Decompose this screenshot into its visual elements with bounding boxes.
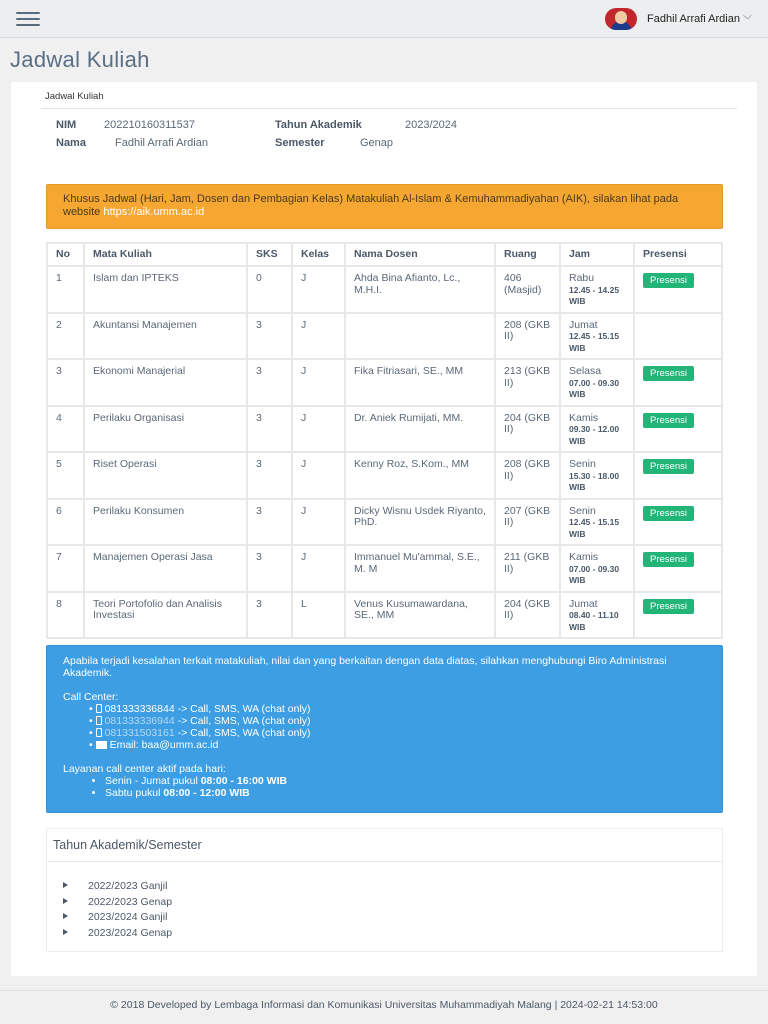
nama-label: Nama: [56, 137, 86, 149]
hours-item: • Senin - Jumat pukul 08:00 - 16:00 WIB: [105, 775, 706, 787]
cell-kelas: J: [292, 499, 345, 546]
jam-day: Rabu: [569, 272, 595, 284]
jam-time: 08.40 - 11.10 WIB: [569, 610, 619, 632]
tahun-akademik-value: 2023/2024: [405, 119, 457, 131]
semester-item[interactable]: 2022/2023 Ganjil: [63, 879, 172, 895]
cell-jam: [560, 359, 634, 406]
cell-presensi: [634, 545, 722, 592]
semester-value: Genap: [360, 137, 394, 149]
contact-list: [63, 703, 706, 751]
contact-suffix: -> Call, SMS, WA (chat only): [174, 715, 311, 727]
cell-kelas: J: [292, 452, 345, 499]
jam-day: Kamis: [569, 411, 599, 424]
cell-no: 7: [47, 545, 84, 592]
aik-website-link[interactable]: https://aik.umm.ac.id: [103, 206, 205, 218]
cell-kelas: J: [292, 313, 345, 360]
semester-label: Semester: [275, 137, 325, 149]
header-presensi: Presensi: [634, 243, 722, 266]
cell-no: 6: [47, 499, 84, 546]
phone-number[interactable]: 081331503161: [104, 727, 175, 739]
nama-value: Fadhil Arrafi Ardian: [115, 137, 208, 149]
phone-icon: [96, 728, 102, 737]
table-row: [47, 406, 722, 453]
tahun-akademik-label: Tahun Akademik: [275, 119, 362, 131]
cell-ruang: 208 (GKB II): [495, 313, 560, 360]
nim-label: NIM: [56, 119, 77, 131]
cell-ruang: 208 (GKB II): [495, 452, 560, 499]
table-row: [47, 499, 722, 546]
cell-nama-dosen: Dicky Wisnu Usdek Riyanto, PhD.: [345, 499, 495, 546]
cell-mata-kuliah: Akuntansi Manajemen: [84, 313, 247, 360]
cell-sks: 3: [247, 592, 292, 639]
cell-kelas: L: [292, 592, 345, 639]
jam-day: Selasa: [569, 365, 602, 377]
cell-sks: 3: [247, 359, 292, 406]
cell-jam: [560, 452, 634, 499]
cell-mata-kuliah: Perilaku Konsumen: [84, 499, 247, 546]
academic-year-panel: [46, 828, 723, 952]
jam-day: Kamis: [569, 551, 599, 563]
phone-number[interactable]: 081333336944: [104, 715, 175, 727]
jam-time: 12.45 - 15.15 WIB: [569, 517, 620, 539]
cell-no: 4: [47, 406, 84, 453]
avatar: [605, 8, 637, 30]
aik-notice: [46, 184, 723, 229]
hamburger-menu-icon[interactable]: [16, 12, 40, 26]
table-row: [47, 452, 722, 499]
table-row: [47, 545, 722, 592]
cell-nama-dosen: Fika Fitriasari, SE., MM: [345, 359, 495, 406]
header-no: No: [47, 243, 84, 266]
cell-ruang: 207 (GKB II): [495, 499, 560, 546]
caret-right-icon: [63, 898, 68, 904]
hours-label: Layanan call center aktif pada hari:: [63, 763, 226, 775]
cell-sks: 3: [247, 452, 292, 499]
presensi-button[interactable]: Presensi: [643, 506, 694, 521]
contact-info-box: [46, 645, 723, 813]
academic-year-title: Tahun Akademik/Semester: [53, 838, 202, 852]
cell-sks: 3: [247, 499, 292, 546]
breadcrumb: Jadwal Kuliah: [45, 91, 104, 102]
jam-time: 15.30 - 18.00 WIB: [569, 470, 620, 492]
cell-jam: [560, 592, 634, 639]
table-row: [47, 592, 722, 639]
caret-right-icon: [63, 882, 68, 888]
semester-item[interactable]: 2022/2023 Genap: [63, 895, 172, 911]
call-center-label: Call Center:: [63, 691, 119, 703]
cell-jam: [560, 406, 634, 453]
presensi-button[interactable]: Presensi: [643, 273, 694, 288]
cell-jam: [560, 266, 634, 313]
cell-no: 3: [47, 359, 84, 406]
table-row: [47, 266, 722, 313]
presensi-button[interactable]: Presensi: [643, 552, 694, 567]
contact-item: • Email: baa@umm.ac.id: [89, 739, 219, 751]
email-text[interactable]: Email: baa@umm.ac.id: [109, 739, 219, 751]
jam-time: 12.45 - 15.15 WIB: [569, 331, 620, 353]
table-header-row: [47, 243, 722, 266]
header-sks: SKS: [247, 243, 292, 266]
user-menu[interactable]: [605, 8, 752, 30]
cell-ruang: 204 (GKB II): [495, 592, 560, 639]
cell-mata-kuliah: Manajemen Operasi Jasa: [84, 545, 247, 592]
semester-item[interactable]: 2023/2024 Ganjil: [63, 910, 172, 926]
envelope-icon: [96, 741, 107, 749]
cell-presensi: [634, 359, 722, 406]
table-row: [47, 359, 722, 406]
phone-number[interactable]: 081333336844: [104, 703, 175, 715]
cell-no: 2: [47, 313, 84, 360]
cell-kelas: J: [292, 266, 345, 313]
cell-no: 1: [47, 266, 84, 313]
presensi-button[interactable]: Presensi: [643, 366, 694, 381]
cell-mata-kuliah: Islam dan IPTEKS: [84, 266, 247, 313]
cell-mata-kuliah: Ekonomi Manajerial: [84, 359, 247, 406]
cell-jam: [560, 313, 634, 360]
phone-icon: [96, 716, 102, 725]
cell-sks: 3: [247, 313, 292, 360]
cell-ruang: 211 (GKB II): [495, 545, 560, 592]
presensi-button[interactable]: Presensi: [643, 459, 694, 474]
user-name: Fadhil Arrafi Ardian: [647, 13, 740, 25]
divider: [47, 861, 722, 862]
footer-divider: [0, 990, 768, 991]
cell-no: 8: [47, 592, 84, 639]
presensi-button[interactable]: Presensi: [643, 413, 694, 428]
cell-jam: [560, 499, 634, 546]
header-nama-dosen: Nama Dosen: [345, 243, 495, 266]
semester-item[interactable]: 2023/2024 Genap: [63, 926, 172, 942]
jam-day: Jumat: [569, 318, 598, 331]
cell-sks: 3: [247, 545, 292, 592]
cell-jam: [560, 545, 634, 592]
cell-mata-kuliah: Riset Operasi: [84, 452, 247, 499]
contact-item: • 081331503161 -> Call, SMS, WA (chat only): [89, 727, 311, 739]
table-row: [47, 313, 722, 360]
header-mata-kuliah: Mata Kuliah: [84, 243, 247, 266]
cell-ruang: 406 (Masjid): [495, 266, 560, 313]
cell-kelas: J: [292, 406, 345, 453]
cell-presensi: [634, 452, 722, 499]
cell-nama-dosen: Ahda Bina Afianto, Lc., M.H.I.: [345, 266, 495, 313]
cell-presensi: [634, 266, 722, 313]
jam-time: 07.00 - 09.30 WIB: [569, 377, 620, 399]
cell-nama-dosen: Dr. Aniek Rumijati, MM.: [345, 406, 495, 453]
page-title: Jadwal Kuliah: [10, 47, 150, 72]
cell-presensi: [634, 592, 722, 639]
jam-time: 07.00 - 09.30 WIB: [569, 563, 620, 585]
contact-item: • 081333336944 -> Call, SMS, WA (chat only): [89, 715, 311, 727]
semester-list: [63, 879, 172, 941]
cell-presensi: [634, 499, 722, 546]
schedule-table: [46, 242, 723, 639]
jam-day: Jumat: [569, 597, 598, 610]
header-ruang: Ruang: [495, 243, 560, 266]
phone-icon: [96, 704, 102, 713]
jam-time: 12.45 - 14.25 WIB: [569, 284, 620, 306]
header-jam: Jam: [560, 243, 634, 266]
presensi-button[interactable]: Presensi: [643, 599, 694, 614]
hours-item: • Sabtu pukul 08:00 - 12:00 WIB: [105, 787, 706, 799]
aik-notice-text: Khusus Jadwal (Hari, Jam, Dosen dan Pembagian Kelas) Matakuliah Al-Islam & Kemuhammadiyahan (AIK), silakan lihat pada website: [63, 193, 679, 218]
cell-nama-dosen: Kenny Roz, S.Kom., MM: [345, 452, 495, 499]
cell-no: 5: [47, 452, 84, 499]
cell-presensi: [634, 313, 722, 360]
cell-nama-dosen: Venus Kusumawardana, SE., MM: [345, 592, 495, 639]
main-card: [11, 82, 757, 976]
cell-sks: 0: [247, 266, 292, 313]
info-intro: Apabila terjadi kesalahan terkait matakuliah, nilai dan yang berkaitan dengan data diatas, silahkan menghubungi Biro Administrasi Akademik.: [63, 655, 667, 679]
cell-presensi: [634, 406, 722, 453]
caret-right-icon: [63, 929, 68, 935]
chevron-down-icon: ﹀: [742, 14, 752, 25]
jam-day: Senin: [569, 458, 596, 470]
cell-sks: 3: [247, 406, 292, 453]
nim-value: 202210160311537: [104, 119, 195, 131]
header-kelas: Kelas: [292, 243, 345, 266]
contact-suffix: -> Call, SMS, WA (chat only): [174, 727, 311, 739]
contact-suffix: -> Call, SMS, WA (chat only): [174, 703, 311, 715]
jam-day: Senin: [569, 504, 596, 517]
cell-kelas: J: [292, 545, 345, 592]
cell-ruang: 204 (GKB II): [495, 406, 560, 453]
jam-time: 09.30 - 12.00 WIB: [569, 424, 620, 446]
divider: [41, 108, 737, 109]
contact-item: • 081333336844 -> Call, SMS, WA (chat only): [89, 703, 311, 715]
cell-nama-dosen: [345, 313, 495, 360]
cell-mata-kuliah: Teori Portofolio dan Analisis Investasi: [84, 592, 247, 639]
top-navbar: [0, 0, 768, 38]
cell-ruang: 213 (GKB II): [495, 359, 560, 406]
hours-list: [63, 775, 706, 799]
footer: © 2018 Developed by Lembaga Informasi dan Komunikasi Universitas Muhammadiyah Malang | 2024-02-21 14:53:00: [110, 999, 658, 1011]
cell-nama-dosen: Immanuel Mu'ammal, S.E., M. M: [345, 545, 495, 592]
caret-right-icon: [63, 913, 68, 919]
cell-mata-kuliah: Perilaku Organisasi: [84, 406, 247, 453]
cell-kelas: J: [292, 359, 345, 406]
